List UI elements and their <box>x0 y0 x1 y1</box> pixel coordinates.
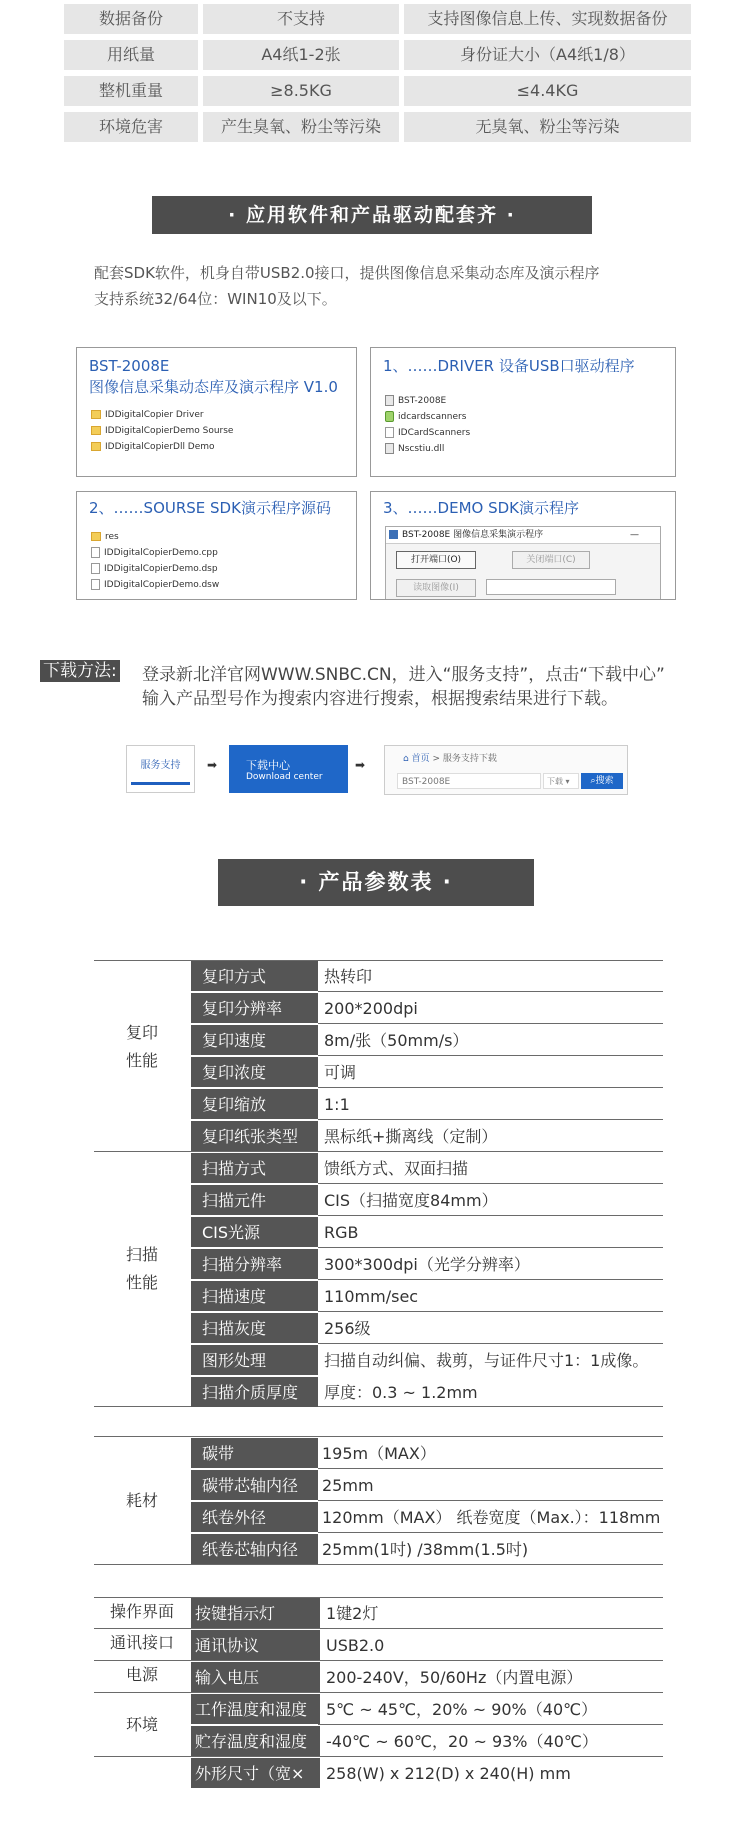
file-item: IDDigitalCopierDemo.dsp <box>91 562 218 576</box>
download-center-label-en: Download center <box>246 772 323 782</box>
param-value: 300*300dpi（光学分辨率） <box>324 1255 530 1274</box>
param-value: 200*200dpi <box>324 999 418 1018</box>
param-value: 馈纸方式、双面扫描 <box>324 1159 469 1178</box>
chevron-down-icon: ▾ <box>563 777 570 786</box>
file-item: idcardscanners <box>385 410 466 424</box>
sdk-box-title: 3、……DEMO SDK演示程序 <box>383 499 579 517</box>
file-icon <box>91 547 100 558</box>
table-rule <box>318 1215 663 1216</box>
param-value: 5℃ ~ 45℃，20% ~ 90%（40℃） <box>326 1700 598 1719</box>
folder-icon <box>91 426 101 435</box>
param-label: 扫描速度 <box>191 1281 318 1311</box>
param-value: 1键2灯 <box>326 1604 379 1623</box>
compare-label: 整机重量 <box>64 76 198 106</box>
home-icon: ⌂ <box>403 754 409 764</box>
folder-icon <box>91 442 101 451</box>
table-rule <box>94 1151 663 1152</box>
param-label: 通讯协议 <box>191 1630 320 1660</box>
compare-old: 不支持 <box>203 4 399 34</box>
param-label: 复印速度 <box>191 1025 318 1055</box>
file-icon <box>91 579 100 590</box>
sdk-source-box <box>76 491 357 600</box>
param-group-consumables: 耗材 <box>125 1491 158 1510</box>
compare-old: 产生臭氧、粉尘等污染 <box>203 112 399 142</box>
compare-new: 无臭氧、粉尘等污染 <box>404 112 691 142</box>
param-label: 图形处理 <box>191 1345 318 1375</box>
compare-new: ≤4.4KG <box>404 76 691 106</box>
table-rule <box>318 1247 663 1248</box>
file-item: BST-2008E <box>385 394 446 408</box>
table-rule <box>318 991 663 992</box>
param-value: 热转印 <box>324 967 373 986</box>
param-value: CIS（扫描宽度84mm） <box>324 1191 498 1210</box>
service-support-step[interactable] <box>126 745 195 793</box>
file-item: IDDigitalCopier Driver <box>91 408 204 422</box>
read-image-button[interactable]: 读取图像(I) <box>396 579 476 597</box>
param-label: 扫描分辨率 <box>191 1249 318 1279</box>
param-value: 1:1 <box>324 1095 350 1114</box>
param-label: 扫描元件 <box>191 1185 318 1215</box>
table-rule <box>318 1468 663 1469</box>
param-label: 碳带芯轴内径 <box>191 1470 318 1500</box>
compare-label: 环境危害 <box>64 112 198 142</box>
param-value: 扫描自动纠偏、裁剪，与证件尺寸1：1成像。 <box>324 1351 649 1370</box>
table-rule <box>94 960 663 961</box>
setup-file-icon <box>385 411 394 422</box>
file-item: IDDigitalCopierDemo.dsw <box>91 578 219 592</box>
sdk-box-subtitle: 图像信息采集动态库及演示程序 V1.0 <box>89 378 338 396</box>
file-item: Nscstiu.dll <box>385 442 444 456</box>
breadcrumb-current[interactable]: 服务支持下载 <box>442 754 497 764</box>
table-rule <box>318 1183 663 1184</box>
table-rule <box>318 1023 663 1024</box>
compare-new: 身份证大小（A4纸1/8） <box>404 40 691 70</box>
param-label: 输入电压 <box>191 1662 320 1692</box>
table-rule <box>318 1532 663 1533</box>
param-value: 200-240V，50/60Hz（内置电源） <box>326 1668 583 1687</box>
breadcrumb-separator: > <box>432 754 441 764</box>
app-icon <box>389 530 398 539</box>
param-value: 25mm(1吋) /38mm(1.5吋) <box>322 1540 529 1559</box>
file-icon <box>385 395 394 406</box>
sdk-box-title: 1、……DRIVER 设备USB口驱动程序 <box>383 357 635 375</box>
param-value: 25mm <box>322 1476 374 1495</box>
param-group-interface: 通讯接口 <box>109 1633 174 1652</box>
demo-window <box>385 526 661 600</box>
param-group-copy: 复印 性能 <box>125 1023 158 1070</box>
param-value: 厚度：0.3 ~ 1.2mm <box>324 1383 478 1402</box>
param-group-scan: 扫描 性能 <box>125 1245 158 1292</box>
table-rule <box>318 1119 663 1120</box>
breadcrumb-home[interactable]: 首页 <box>411 754 430 764</box>
param-label: 扫描方式 <box>191 1153 318 1183</box>
param-value: 110mm/sec <box>324 1287 419 1306</box>
table-rule <box>318 1087 663 1088</box>
param-value: 256级 <box>324 1319 371 1338</box>
param-label: 纸卷芯轴内径 <box>191 1534 318 1564</box>
param-value: 可调 <box>324 1063 357 1082</box>
search-button[interactable] <box>581 773 623 789</box>
dll-file-icon <box>385 443 394 454</box>
table-rule <box>318 1055 663 1056</box>
file-item: res <box>91 530 119 544</box>
folder-icon <box>91 532 101 541</box>
table-rule <box>318 1343 663 1344</box>
category-select-value: 下载 <box>547 777 563 786</box>
section-banner-software: · 应用软件和产品驱动配套齐 · <box>152 196 592 234</box>
minimize-icon[interactable]: — <box>630 530 639 540</box>
compare-new: 支持图像信息上传、实现数据备份 <box>404 4 691 34</box>
file-item: IDDigitalCopierDemo Sourse <box>91 424 233 438</box>
param-value: 195m（MAX） <box>322 1444 436 1463</box>
param-label: 复印浓度 <box>191 1057 318 1087</box>
table-rule <box>318 1500 663 1501</box>
download-center-label: 下载中心 <box>246 759 290 772</box>
section-banner-params: · 产品参数表 · <box>218 859 534 906</box>
param-label: 碳带 <box>191 1438 318 1468</box>
file-icon <box>91 563 100 574</box>
category-select[interactable] <box>543 773 579 789</box>
param-value: 258(W) x 212(D) x 240(H) mm <box>326 1764 571 1783</box>
demo-window-titlebar <box>386 527 660 544</box>
param-label: 复印纸张类型 <box>191 1121 318 1151</box>
table-rule <box>318 1311 663 1312</box>
file-item: IDDigitalCopierDll Demo <box>91 440 215 454</box>
param-label: 复印缩放 <box>191 1089 318 1119</box>
param-value: -40℃ ~ 60℃，20 ~ 93%（40℃） <box>326 1732 598 1751</box>
arrow-right-icon: ➡ <box>207 758 218 772</box>
param-value: 8m/张（50mm/s） <box>324 1031 469 1050</box>
param-group-power: 电源 <box>125 1665 158 1684</box>
param-value: RGB <box>324 1223 359 1242</box>
sdk-intro-line: 配套SDK软件，机身自带USB2.0接口，提供图像信息采集动态库及演示程序 <box>94 264 600 282</box>
table-rule <box>318 1279 663 1280</box>
folder-icon <box>91 410 101 419</box>
param-label: 扫描介质厚度 <box>191 1377 318 1407</box>
compare-label: 用纸量 <box>64 40 198 70</box>
search-icon: ⌕ <box>590 776 596 786</box>
sdk-box-title: 2、……SOURSE SDK演示程序源码 <box>89 499 331 517</box>
sdk-package-box <box>76 347 357 477</box>
param-label: 工作温度和湿度 <box>191 1694 320 1724</box>
download-instruction-line: 登录新北洋官网WWW.SNBC.CN，进入“服务支持”，点击“下载中心” <box>142 665 665 685</box>
table-rule <box>94 1756 663 1757</box>
param-group-environment: 环境 <box>125 1715 158 1734</box>
compare-old: A4纸1-2张 <box>203 40 399 70</box>
download-instruction-line: 输入产品型号作为搜索内容进行搜索，根据搜索结果进行下载。 <box>142 689 618 709</box>
param-value: USB2.0 <box>326 1636 385 1655</box>
demo-select[interactable] <box>486 579 616 595</box>
param-label: 按键指示灯 <box>191 1598 320 1628</box>
param-label: 复印方式 <box>191 961 318 991</box>
open-port-button[interactable]: 打开端口(O) <box>396 551 476 569</box>
param-label: 贮存温度和湿度 <box>191 1726 320 1756</box>
param-value: 120mm（MAX） 纸卷宽度（Max.）：118mm <box>322 1508 661 1527</box>
sdk-intro-line: 支持系统32/64位：WIN10及以下。 <box>94 290 337 308</box>
sdk-box-title: BST-2008E <box>89 357 170 375</box>
file-item: IDCardScanners <box>385 426 470 440</box>
sdk-driver-box <box>370 347 676 477</box>
service-support-label: 服务支持 <box>140 760 181 771</box>
param-value: 黑标纸+撕离线（定制） <box>324 1127 498 1146</box>
download-center-step[interactable] <box>229 745 348 793</box>
file-item: IDDigitalCopierDemo.cpp <box>91 546 218 560</box>
breadcrumb <box>403 751 497 764</box>
search-input[interactable]: BST-2008E <box>397 773 541 789</box>
compare-old: ≥8.5KG <box>203 76 399 106</box>
demo-window-title: BST-2008E 图像信息采集演示程序 <box>402 530 544 540</box>
param-label: 外形尺寸（宽×深×高） <box>191 1758 320 1788</box>
param-label: 纸卷外径 <box>191 1502 318 1532</box>
sdk-demo-box <box>370 491 676 600</box>
download-method-tag: 下载方法: <box>40 660 120 682</box>
table-rule <box>318 1724 663 1725</box>
table-rule <box>94 1692 663 1693</box>
arrow-right-icon: ➡ <box>355 758 366 772</box>
table-rule <box>94 1436 663 1437</box>
param-label: 复印分辨率 <box>191 993 318 1023</box>
param-group-ui: 操作界面 <box>109 1602 174 1621</box>
file-icon <box>385 427 394 438</box>
param-label: 扫描灰度 <box>191 1313 318 1343</box>
param-label: CIS光源 <box>191 1217 318 1247</box>
table-rule <box>94 1564 663 1565</box>
download-search-panel <box>384 745 628 795</box>
active-underline <box>131 782 190 785</box>
close-port-button[interactable]: 关闭端口(C) <box>512 551 590 569</box>
search-button-label: 搜索 <box>595 776 614 786</box>
compare-label: 数据备份 <box>64 4 198 34</box>
